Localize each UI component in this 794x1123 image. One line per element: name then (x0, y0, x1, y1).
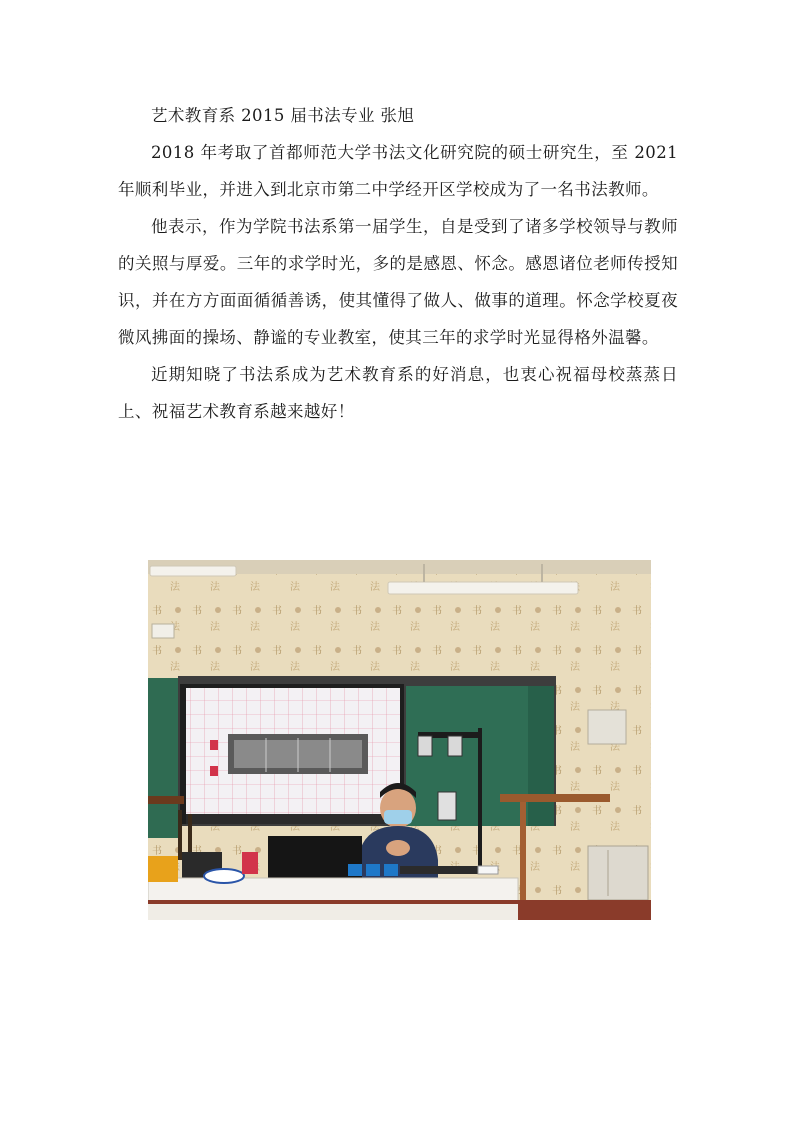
paragraph-2: 他表示，作为学院书法系第一届学生，自是受到了诸多学校领导与教师的关照与厚爱。三年的求学时光，多的是感恩、怀念。感恩诸位老师传授知识，并在方方面面循循善诱，使其懂得了做人、做事的道理。怀念学校夏夜微风拂面的操场、静谧的专业教室，使其三年的求学时光显得格外温馨。 (118, 217, 678, 347)
title-line: 艺术教育系 2015 届书法专业 张旭 (151, 106, 415, 125)
paragraph-1: 2018 年考取了首都师范大学书法文化研究院的硕士研究生，至 2021 年顺利毕业，并进入到北京市第二中学经开区学校成为了一名书法教师。 (118, 143, 678, 199)
classroom-photo (148, 560, 651, 920)
paragraph-3: 近期知晓了书法系成为艺术教育系的好消息，也衷心祝福母校蒸蒸日上、祝福艺术教育系越来越好！ (118, 365, 678, 421)
document-body (118, 97, 678, 430)
